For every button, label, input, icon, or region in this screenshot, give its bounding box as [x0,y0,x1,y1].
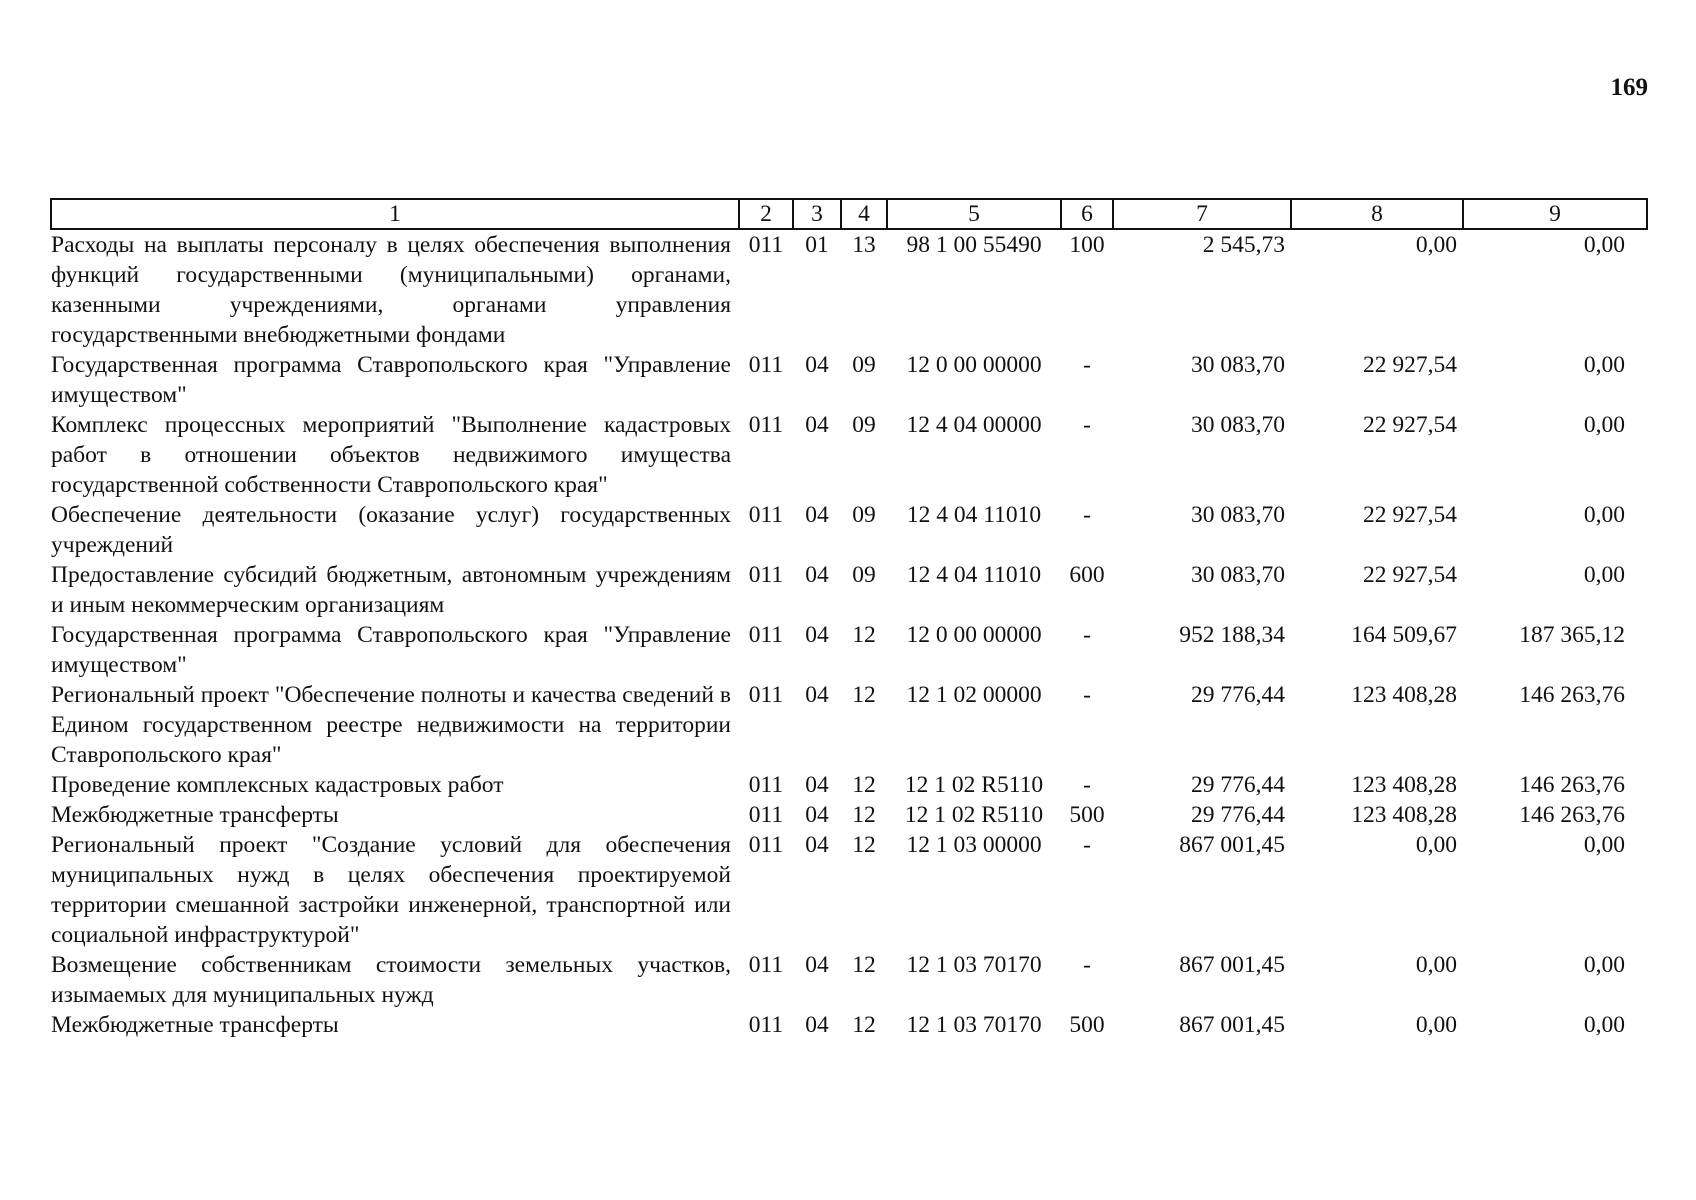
amount-col8-cell: 22 927,54 [1363,412,1457,438]
section-code-cell: 01 [805,232,829,258]
amount-col9-cell: 146 263,76 [1519,682,1625,708]
amount-col7-cell: 867 001,45 [1179,1012,1285,1038]
amount-col7-cell: 30 083,70 [1191,412,1285,438]
target-article-code-cell: 12 1 02 00000 [906,682,1042,708]
target-article-code-cell: 12 4 04 11010 [906,562,1042,588]
amount-col8-cell: 164 509,67 [1351,622,1457,648]
table-row [51,680,1647,770]
expense-type-code-cell: 500 [1069,802,1105,828]
amount-col9-cell: 146 263,76 [1519,772,1625,798]
grbs-code-cell: 011 [748,352,784,378]
subsection-code-cell: 09 [852,502,876,528]
section-code-cell: 04 [805,802,829,828]
section-code-cell: 04 [805,352,829,378]
amount-col8-cell: 22 927,54 [1363,502,1457,528]
table-body [51,229,1647,1040]
section-code-cell: 04 [805,772,829,798]
section-code-cell: 04 [805,952,829,978]
expense-name-cell: Региональный проект "Обеспечение полноты и качества сведений в Едином государственном реестре недвижимости на территории Ставропольского края" [51,682,731,768]
expense-name-cell: Расходы на выплаты персоналу в целях обеспечения выполнения функций государственными (муниципальными) органами, казенными учреждениями, органами управления государственными внебюджетными фондами [51,232,731,348]
subsection-code-cell: 12 [852,802,876,828]
expense-type-code-cell: 100 [1069,232,1105,258]
subsection-code-cell: 12 [852,682,876,708]
amount-col9-cell: 0,00 [1583,562,1625,588]
grbs-code-cell: 011 [748,412,784,438]
section-code-cell: 04 [805,832,829,858]
section-code-cell: 04 [805,682,829,708]
amount-col7-cell: 30 083,70 [1191,352,1285,378]
budget-allocation-table [50,198,1648,1040]
target-article-code-cell: 12 4 04 00000 [906,412,1042,438]
amount-col8-cell: 123 408,28 [1351,682,1457,708]
table-row [51,229,1647,350]
expense-type-code-cell: - [1083,412,1091,438]
expense-type-code-cell: - [1083,502,1091,528]
target-article-code-cell: 98 1 00 55490 [906,232,1042,258]
table-header [51,199,1647,229]
amount-col9-cell: 0,00 [1583,952,1625,978]
target-article-code-cell: 12 0 00 00000 [906,622,1042,648]
page-number: 169 [1610,74,1648,101]
target-article-code-cell: 12 4 04 11010 [906,502,1042,528]
amount-col9-cell: 0,00 [1583,352,1625,378]
amount-col9-cell: 0,00 [1583,502,1625,528]
expense-name-cell: Межбюджетные трансферты [51,1012,339,1038]
grbs-code-cell: 011 [748,622,784,648]
amount-col7-cell: 867 001,45 [1179,832,1285,858]
subsection-code-cell: 09 [852,412,876,438]
expense-name-cell: Возмещение собственникам стоимости земельных участков, изымаемых для муниципальных нужд [51,952,731,1008]
section-code-cell: 04 [805,622,829,648]
subsection-code-cell: 12 [852,1012,876,1038]
amount-col7-cell: 30 083,70 [1191,562,1285,588]
amount-col8-cell: 0,00 [1415,952,1457,978]
table-row [51,560,1647,620]
section-code-cell: 04 [805,562,829,588]
grbs-code-cell: 011 [748,502,784,528]
column-number-row [51,199,1647,229]
grbs-code-cell: 011 [748,562,784,588]
expense-name-cell: Обеспечение деятельности (оказание услуг) государственных учреждений [51,502,731,558]
target-article-code-cell: 12 1 03 00000 [906,832,1042,858]
subsection-code-cell: 12 [852,832,876,858]
table-row [51,830,1647,950]
grbs-code-cell: 011 [748,832,784,858]
column-header: 6 [1061,199,1113,229]
amount-col8-cell: 0,00 [1415,232,1457,258]
expense-name-cell: Межбюджетные трансферты [51,802,339,828]
column-header: 2 [739,199,793,229]
expense-name-cell: Комплекс процессных мероприятий "Выполнение кадастровых работ в отношении объектов недвижимого имущества государственной собственности Ставропольского края" [51,412,731,498]
subsection-code-cell: 09 [852,352,876,378]
table-row [51,620,1647,680]
amount-col7-cell: 29 776,44 [1191,802,1285,828]
expense-type-code-cell: - [1083,682,1091,708]
expense-type-code-cell: - [1083,952,1091,978]
column-header: 8 [1291,199,1463,229]
amount-col9-cell: 0,00 [1583,412,1625,438]
target-article-code-cell: 12 1 02 R5110 [904,802,1044,828]
table-row [51,500,1647,560]
section-code-cell: 04 [805,1012,829,1038]
section-code-cell: 04 [805,412,829,438]
table-row [51,950,1647,1010]
section-code-cell: 04 [805,502,829,528]
expense-name-cell: Государственная программа Ставропольского края "Управление имуществом" [51,352,731,408]
amount-col8-cell: 0,00 [1415,1012,1457,1038]
amount-col9-cell: 0,00 [1583,832,1625,858]
subsection-code-cell: 12 [852,622,876,648]
expense-name-cell: Региональный проект "Создание условий для обеспечения муниципальных нужд в целях обеспечения проектируемой территории смешанной застройки инженерной, транспортной или социальной инфраструктурой" [51,832,731,948]
column-header: 4 [841,199,887,229]
table-row [51,800,1647,830]
target-article-code-cell: 12 0 00 00000 [906,352,1042,378]
grbs-code-cell: 011 [748,682,784,708]
column-header: 7 [1113,199,1291,229]
amount-col7-cell: 867 001,45 [1179,952,1285,978]
amount-col9-cell: 0,00 [1583,1012,1625,1038]
grbs-code-cell: 011 [748,802,784,828]
amount-col7-cell: 2 545,73 [1202,232,1285,258]
amount-col9-cell: 187 365,12 [1519,622,1625,648]
expense-name-cell: Проведение комплексных кадастровых работ [51,772,504,798]
subsection-code-cell: 12 [852,772,876,798]
expense-name-cell: Предоставление субсидий бюджетным, автономным учреждениям и иным некоммерческим организациям [51,562,731,618]
target-article-code-cell: 12 1 02 R5110 [904,772,1044,798]
expense-type-code-cell: - [1083,622,1091,648]
amount-col7-cell: 29 776,44 [1191,772,1285,798]
grbs-code-cell: 011 [748,952,784,978]
amount-col7-cell: 952 188,34 [1179,622,1285,648]
column-header: 5 [887,199,1061,229]
table-row [51,410,1647,500]
expense-type-code-cell: - [1083,772,1091,798]
grbs-code-cell: 011 [748,1012,784,1038]
table-row [51,1010,1647,1040]
target-article-code-cell: 12 1 03 70170 [906,952,1042,978]
amount-col7-cell: 30 083,70 [1191,502,1285,528]
amount-col7-cell: 29 776,44 [1191,682,1285,708]
expense-type-code-cell: 500 [1069,1012,1105,1038]
column-header: 3 [793,199,841,229]
expense-type-code-cell: 600 [1069,562,1105,588]
amount-col8-cell: 123 408,28 [1351,802,1457,828]
table-row [51,770,1647,800]
amount-col8-cell: 22 927,54 [1363,562,1457,588]
table-row [51,350,1647,410]
grbs-code-cell: 011 [748,772,784,798]
amount-col8-cell: 0,00 [1415,832,1457,858]
target-article-code-cell: 12 1 03 70170 [906,1012,1042,1038]
subsection-code-cell: 13 [852,232,876,258]
column-header: 9 [1463,199,1647,229]
expense-name-cell: Государственная программа Ставропольского края "Управление имуществом" [51,622,731,678]
subsection-code-cell: 12 [852,952,876,978]
grbs-code-cell: 011 [748,232,784,258]
amount-col9-cell: 146 263,76 [1519,802,1625,828]
amount-col8-cell: 22 927,54 [1363,352,1457,378]
expense-type-code-cell: - [1083,832,1091,858]
subsection-code-cell: 09 [852,562,876,588]
amount-col9-cell: 0,00 [1583,232,1625,258]
column-header: 1 [51,199,739,229]
amount-col8-cell: 123 408,28 [1351,772,1457,798]
expense-type-code-cell: - [1083,352,1091,378]
